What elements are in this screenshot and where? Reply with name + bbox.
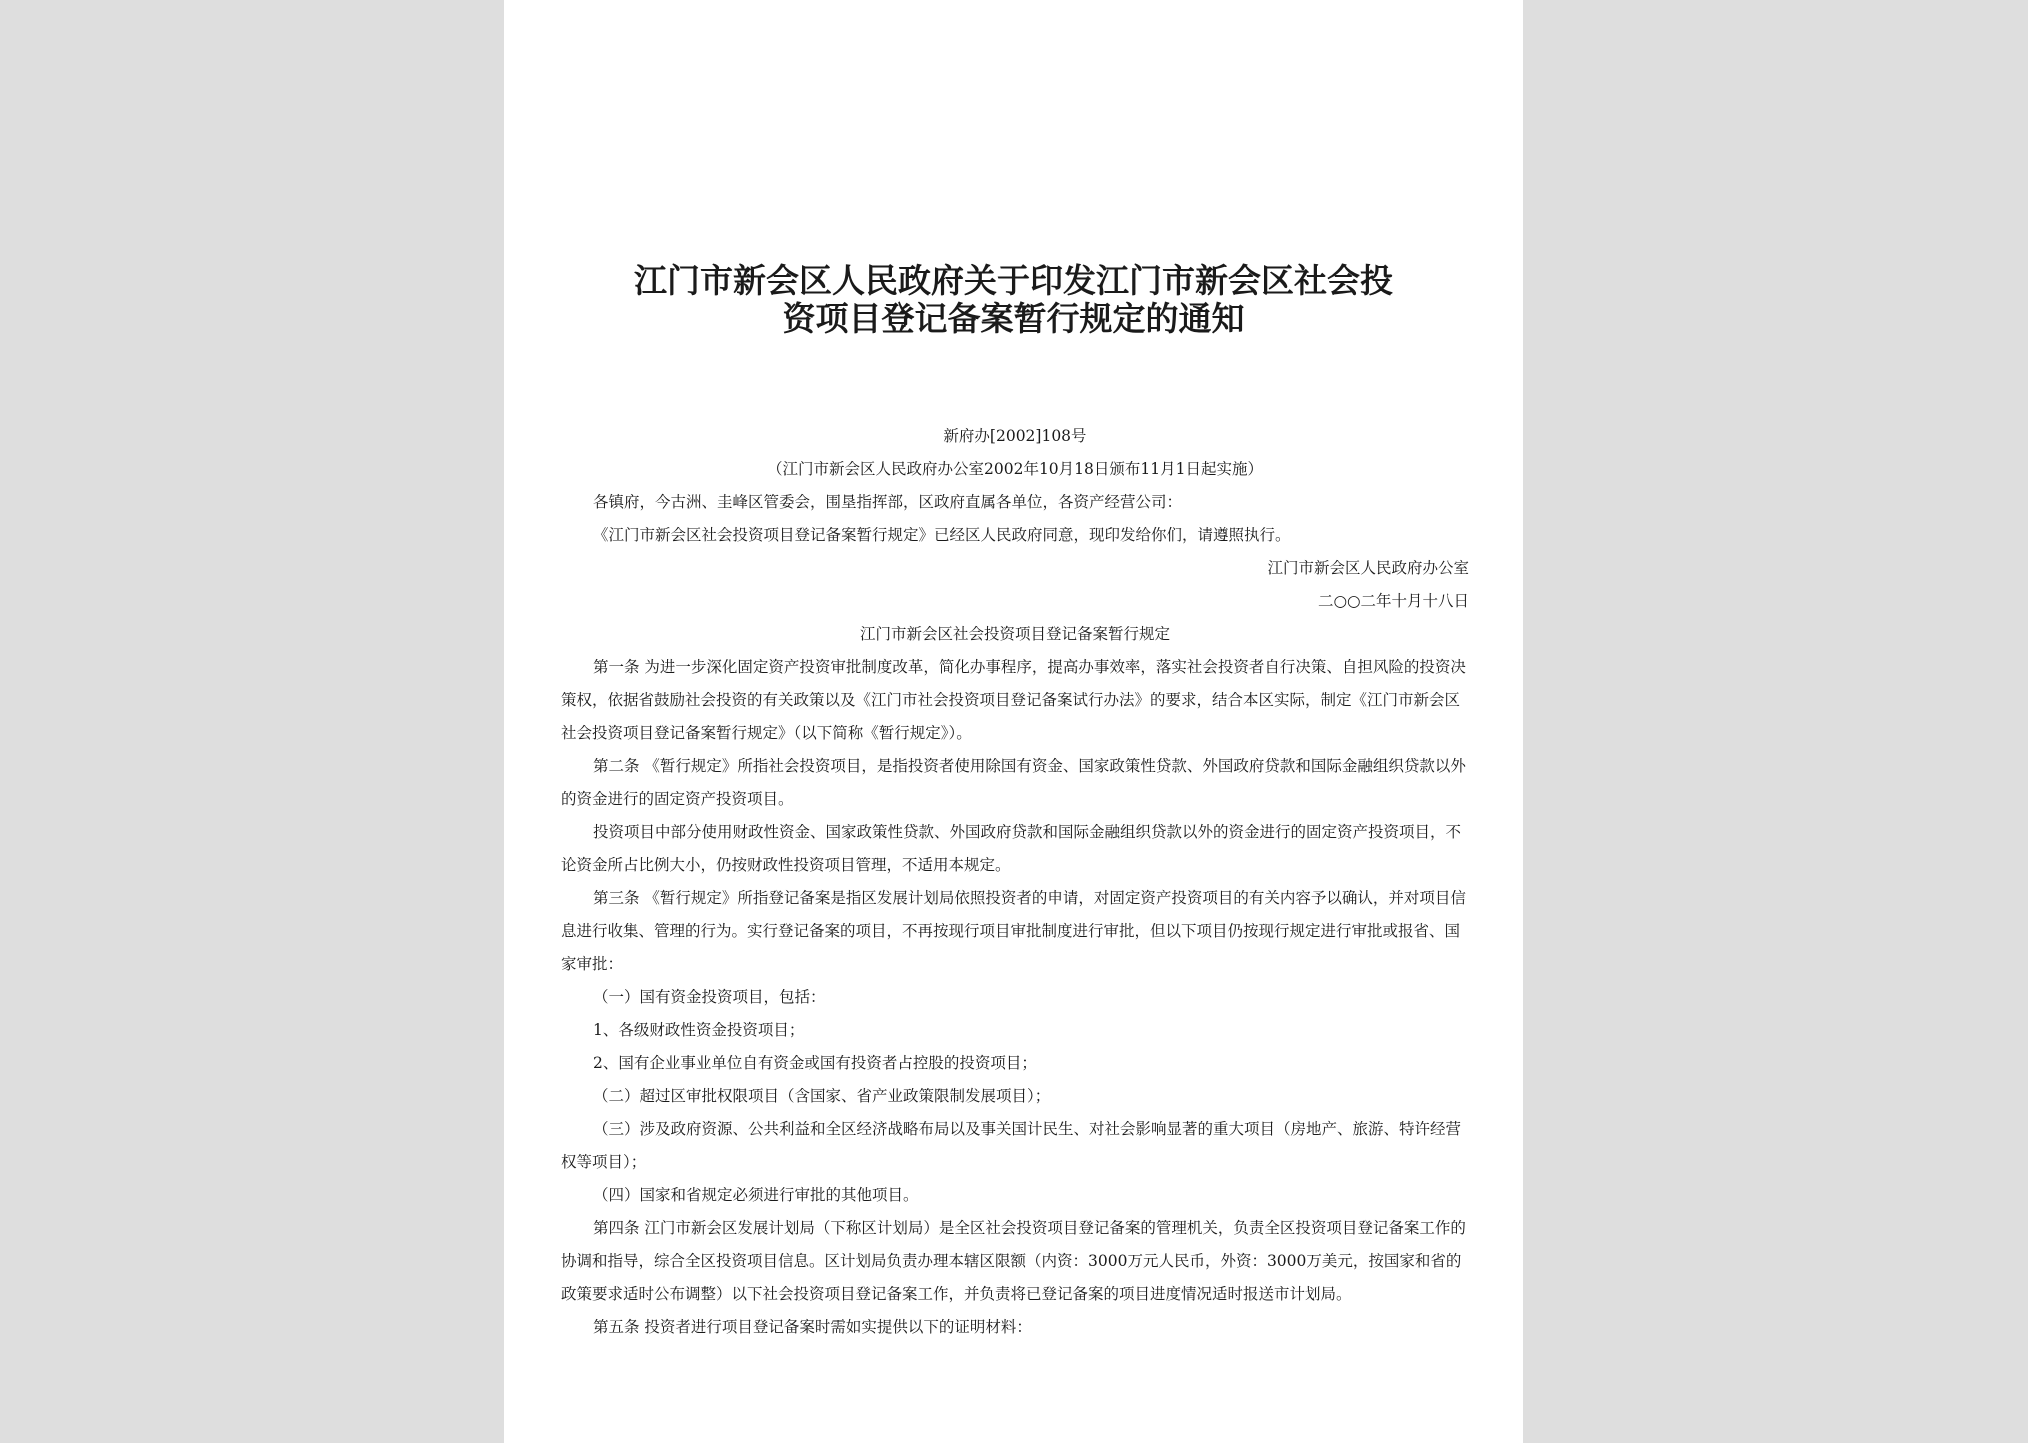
title-line-1: 江门市新会区人民政府关于印发江门市新会区社会投 [634, 261, 1393, 300]
article-4: 第四条 江门市新会区发展计划局（下称区计划局）是全区社会投资项目登记备案的管理机关，负责全区投资项目登记备案工作的协调和指导，综合全区投资项目信息。区计划局负责办理本辖区限额（内资：3000万元人民币，外资：3000万美元，按国家和省的政策要求适时公布调整）以下社会投资项目登记备案工作，并负责将已登记备案的项目进度情况适时报送市计划局。 [561, 1219, 1466, 1303]
article-2-note: 投资项目中部分使用财政性资金、国家政策性贷款、外国政府贷款和国际金融组织贷款以外的资金进行的固定资产投资项目，不论资金所占比例大小，仍按财政性投资项目管理，不适用本规定。 [561, 823, 1462, 874]
issued-note: （江门市新会区人民政府办公室2002年10月18日颁布11月1日起实施） [767, 460, 1263, 478]
article-3: 第三条 《暂行规定》所指登记备案是指区发展计划局依照投资者的申请，对固定资产投资项目的有关内容予以确认，并对项目信息进行收集、管理的行为。实行登记备案的项目，不再按现行项目审批制度进行审批，但以下项目仍按现行规定进行审批或报省、国家审批： [561, 889, 1466, 973]
article-5: 第五条 投资者进行项目登记备案时需如实提供以下的证明材料： [593, 1318, 1032, 1336]
issue-date: 二○○二年十月十八日 [1317, 592, 1469, 610]
issuer: 江门市新会区人民政府办公室 [1267, 559, 1469, 577]
article-3-item-2: （二）超过区审批权限项目（含国家、省产业政策限制发展项目）； [593, 1087, 1051, 1105]
recipients: 各镇府，今古洲、圭峰区管委会，围垦指挥部，区政府直属各单位，各资产经营公司： [593, 493, 1183, 511]
regulation-subtitle: 江门市新会区社会投资项目登记备案暂行规定 [859, 625, 1170, 643]
article-3-item-3: （三）涉及政府资源、公共利益和全区经济战略布局以及事关国计民生、对社会影响显著的重大项目（房地产、旅游、特许经营权等项目）； [561, 1120, 1462, 1171]
document-page [504, 0, 1523, 1443]
article-3-item-4: （四）国家和省规定必须进行审批的其他项目。 [593, 1186, 919, 1204]
article-1: 第一条 为进一步深化固定资产投资审批制度改革，简化办事程序，提高办事效率，落实社会投资者自行决策、自担风险的投资决策权，依据省鼓励社会投资的有关政策以及《江门市社会投资项目登记备案试行办法》的要求，结合本区实际，制定《江门市新会区社会投资项目登记备案暂行规定》（以下简称《暂行规定》）。 [561, 658, 1466, 742]
doc-number: 新府办[2002]108号 [943, 427, 1087, 445]
article-3-item-1-sub-2: 2、国有企业事业单位自有资金或国有投资者占控股的投资项目； [593, 1054, 1037, 1072]
title-line-2: 资项目登记备案暂行规定的通知 [782, 299, 1245, 338]
intro-paragraph: 《江门市新会区社会投资项目登记备案暂行规定》已经区人民政府同意，现印发给你们，请遵照执行。 [593, 526, 1291, 544]
article-3-item-1-sub-1: 1、各级财政性资金投资项目； [593, 1021, 805, 1039]
article-3-item-1: （一）国有资金投资项目，包括： [593, 988, 826, 1006]
document-title [594, 262, 1433, 338]
article-2: 第二条 《暂行规定》所指社会投资项目，是指投资者使用除国有资金、国家政策性贷款、外国政府贷款和国际金融组织贷款以外的资金进行的固定资产投资项目。 [561, 757, 1466, 808]
document-body [561, 420, 1469, 1344]
